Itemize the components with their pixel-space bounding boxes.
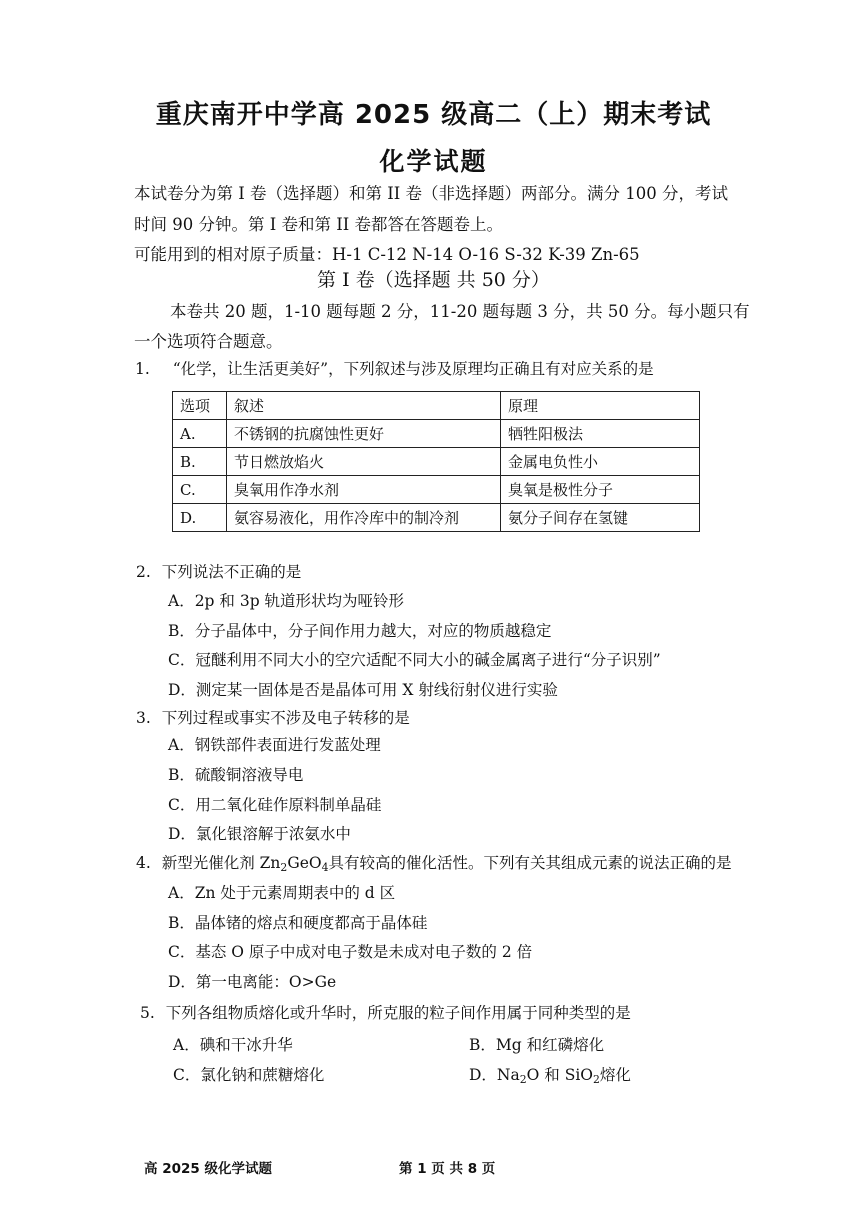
option-text: D．Na <box>469 1066 520 1084</box>
table-header-cell: 原理 <box>501 392 700 420</box>
table-cell: C. <box>173 476 227 504</box>
table-row <box>173 504 700 532</box>
section-desc-2: 一个选项符合题意。 <box>134 332 283 351</box>
question-number: 5. <box>140 1004 155 1022</box>
option-text: 熔化 <box>599 1066 631 1084</box>
table-cell: B. <box>173 448 227 476</box>
option-text: O 和 SiO <box>526 1066 593 1084</box>
question-4 <box>136 851 732 873</box>
table-header-row <box>173 392 700 420</box>
table-cell: A. <box>173 420 227 448</box>
intro-line-1: 本试卷分为第 I 卷（选择题）和第 II 卷（非选择题）两部分。满分 100 分，考试 <box>134 184 729 203</box>
option-c: C．用二氧化硅作原料制单晶硅 <box>168 796 382 814</box>
question-number: 1. <box>135 360 150 378</box>
subscript: 2 <box>593 1073 600 1086</box>
option-c: C．氯化钠和蔗糖熔化 <box>173 1066 325 1084</box>
option-c: C．基态 O 原子中成对电子数是未成对电子数的 2 倍 <box>168 943 533 961</box>
table-cell: 臭氧是极性分子 <box>501 476 700 504</box>
table-cell: 氨分子间存在氢键 <box>501 504 700 532</box>
question-number: 2. <box>136 563 151 581</box>
table-row <box>173 448 700 476</box>
question-2 <box>136 560 301 582</box>
intro-line-2: 时间 90 分钟。第 I 卷和第 II 卷都答在答题卷上。 <box>134 215 504 234</box>
subscript: 2 <box>519 1073 527 1086</box>
question-3 <box>136 706 410 728</box>
footer-page-number: 第 1 页 共 8 页 <box>399 1161 496 1177</box>
table-header-cell: 选项 <box>173 392 227 420</box>
question-stem: 下列过程或事实不涉及电子转移的是 <box>161 709 410 727</box>
option-b: B．晶体锗的熔点和硬度都高于晶体硅 <box>168 914 428 932</box>
stem-text: GeO <box>287 854 322 872</box>
option-d: D．第一电离能：O>Ge <box>168 973 337 991</box>
exam-subtitle: 化学试题 <box>379 147 488 176</box>
table-cell: 臭氧用作净水剂 <box>227 476 501 504</box>
stem-text: 具有较高的催化活性。下列有关其组成元素的说法正确的是 <box>328 854 732 872</box>
stem-text: 新型光催化剂 Zn <box>161 854 281 872</box>
question-5 <box>140 1001 631 1023</box>
question-stem: 下列说法不正确的是 <box>161 563 302 581</box>
table-cell: 节日燃放焰火 <box>227 448 501 476</box>
table-row <box>173 420 700 448</box>
question-1-table <box>172 391 700 532</box>
table-cell: 氨容易液化，用作冷库中的制冷剂 <box>227 504 501 532</box>
question-stem: “化学，让生活更美好”，下列叙述与涉及原理均正确且有对应关系的是 <box>172 360 654 378</box>
option-d <box>469 1063 631 1085</box>
question-stem <box>162 854 732 872</box>
option-b: B．Mg 和红磷熔化 <box>469 1036 605 1054</box>
question-1 <box>135 357 654 379</box>
table-cell: 牺牲阳极法 <box>501 420 700 448</box>
exam-title: 重庆南开中学高 2025 级高二（上）期末考试 <box>155 100 712 130</box>
option-a: A．Zn 处于元素周期表中的 d 区 <box>168 884 396 902</box>
table-cell: 金属电负性小 <box>501 448 700 476</box>
subscript: 4 <box>321 861 329 874</box>
table-header-cell: 叙述 <box>227 392 501 420</box>
option-d: D．测定某一固体是否是晶体可用 X 射线衍射仪进行实验 <box>168 681 558 699</box>
section-title: 第 I 卷（选择题 共 50 分） <box>317 269 550 291</box>
option-b: B．硫酸铜溶液导电 <box>168 766 304 784</box>
subscript: 2 <box>280 861 288 874</box>
table-row <box>173 476 700 504</box>
option-a: A．钢铁部件表面进行发蓝处理 <box>168 736 381 754</box>
atomic-masses: 可能用到的相对原子质量：H-1 C-12 N-14 O-16 S-32 K-39 Zn-65 <box>134 245 640 264</box>
option-c: C．冠醚利用不同大小的空穴适配不同大小的碱金属离子进行“分子识别” <box>168 651 661 669</box>
footer-exam-name: 高 2025 级化学试题 <box>144 1161 272 1177</box>
table-cell: D. <box>173 504 227 532</box>
question-stem: 下列各组物质熔化或升华时，所克服的粒子间作用属于同种类型的是 <box>165 1004 631 1022</box>
option-a: A．2p 和 3p 轨道形状均为哑铃形 <box>168 592 405 610</box>
table-cell: 不锈钢的抗腐蚀性更好 <box>227 420 501 448</box>
section-desc-1: 本卷共 20 题，1-10 题每题 2 分，11-20 题每题 3 分，共 50 分。每小题只有 <box>170 302 750 321</box>
question-number: 3. <box>136 709 151 727</box>
option-a: A．碘和干冰升华 <box>173 1036 293 1054</box>
option-b: B．分子晶体中，分子间作用力越大，对应的物质越稳定 <box>168 622 552 640</box>
question-number: 4. <box>136 854 151 872</box>
option-d: D．氯化银溶解于浓氨水中 <box>168 825 351 843</box>
